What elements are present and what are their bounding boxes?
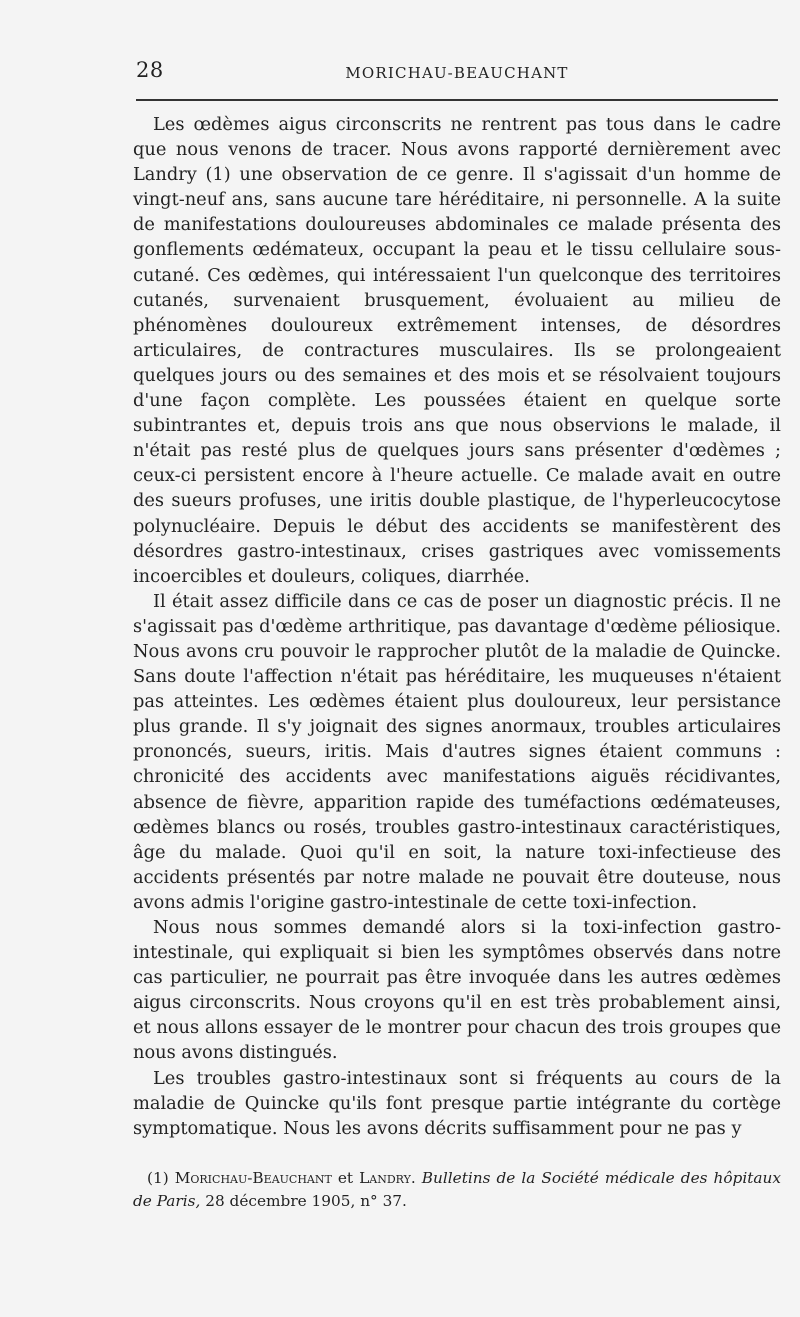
- paragraph-3: Nous nous sommes demandé alors si la toxi-infection gastro-intestinale, qui expliquait si bien les symptômes observés dans notre cas particulier, ne pourrait pas être invoquée dans les autres œdèmes aigus circonscrits. Nous croyons qu'il en est très probablement ainsi, et nous allons essayer de le montrer pour chacun des trois groupes que nous avons distingués.: [133, 917, 781, 1064]
- header-rule: [136, 99, 778, 101]
- footnote-conjunction: et: [337, 1169, 354, 1187]
- footnote-author-2: Landry.: [359, 1169, 416, 1187]
- footnote-title: Bulletins de la Société médicale des hôpitaux de Paris,: [133, 1169, 781, 1210]
- running-head: MORICHAU-BEAUCHANT: [345, 64, 569, 82]
- footnote-details: 28 décembre 1905, n° 37.: [205, 1192, 407, 1210]
- footnote-author-1: Morichau-Beauchant: [174, 1169, 332, 1187]
- paragraph-2: Il était assez difficile dans ce cas de poser un diagnostic précis. Il ne s'agissait pas d'œdème arthritique, pas davantage d'œdème péliosique. Nous avons cru pouvoir le rapprocher plutôt de la maladie de Quincke. Sans doute l'affection n'était pas héréditaire, les muqueuses n'étaient pas atteintes. Les œdèmes étaient plus douloureux, leur persistance plus grande. Il s'y joignait des signes anormaux, troubles articulaires prononcés, sueurs, iritis. Mais d'autres signes étaient communs : chronicité des accidents avec manifestations aiguës récidivantes, absence de fièvre, apparition rapide des tuméfactions œdémateuses, œdèmes blancs ou rosés, troubles gastro-intestinaux caractéristiques, âge du malade. Quoi qu'il en soit, la nature toxi-infectieuse des accidents présentés par notre malade ne pouvait être douteuse, nous avons admis l'origine gastro-intestinale de cette toxi-infection.: [133, 590, 781, 913]
- paragraph-1: Les œdèmes aigus circonscrits ne rentrent pas tous dans le cadre que nous venons de tracer. Nous avons rapporté dernièrement avec Landry (1) une observation de ce genre. Il s'agissait d'un homme de vingt-neuf ans, sans aucune tare héréditaire, ni personnelle. A la suite de manifestations douloureuses abdominales ce malade présenta des gonflements œdémateux, occupant la peau et le tissu cellulaire sous-cutané. Ces œdèmes, qui intéressaient l'un quelconque des territoires cutanés, survenaient brusquement, évoluaient au milieu de phénomènes douloureux extrêmement intenses, de désordres articulaires, de contractures musculaires. Ils se prolongeaient quelques jours ou des semaines et des mois et se résolvaient toujours d'une façon complète. Les poussées étaient en quelque sorte subintrantes et, depuis trois ans que nous observions le malade, il n'était pas resté plus de quelques jours sans présenter d'œdèmes ; ceux-ci persistent encore à l'heure actuelle. Ce malade avait en outre des sueurs profuses, une iritis double plastique, de l'hyperleucocytose polynucléaire. Depuis le début des accidents se manifestèrent des désordres gastro-intestinaux, crises gastriques avec vomissements incoercibles et douleurs, coliques, diarrhée.: [133, 114, 781, 587]
- footnote: [133, 1167, 781, 1213]
- footnote-marker: (1): [147, 1169, 169, 1187]
- body-text: [133, 112, 781, 1141]
- paragraph-4: Les troubles gastro-intestinaux sont si fréquents au cours de la maladie de Quincke qu'ils font presque partie intégrante du cortège symptomatique. Nous les avons décrits suffisamment pour ne pas y: [133, 1067, 781, 1139]
- page-number: 28: [136, 58, 164, 82]
- page-header: [136, 58, 778, 88]
